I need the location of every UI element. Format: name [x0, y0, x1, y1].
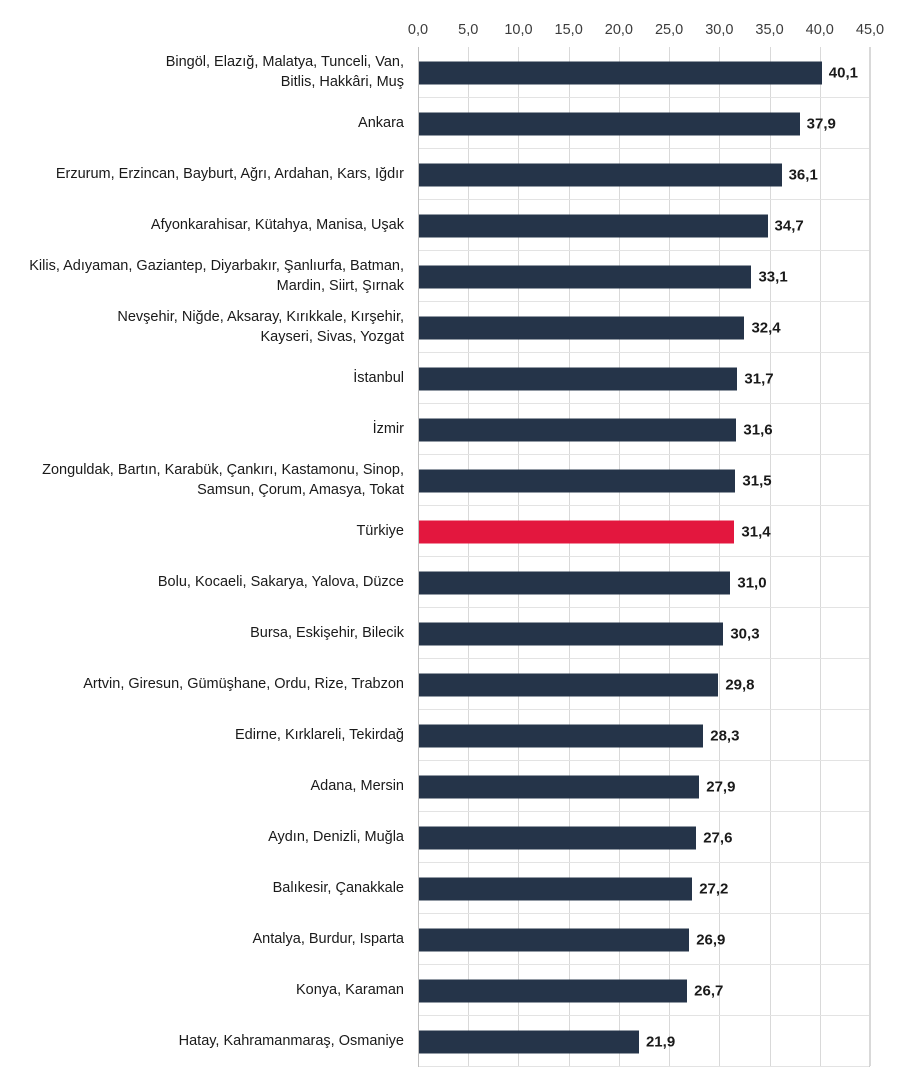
- bar: [419, 367, 737, 390]
- category-label: [0, 914, 412, 965]
- bar-value-label: 30,3: [730, 625, 760, 642]
- category-label-line: Bitlis, Hakkâri, Muş: [280, 73, 404, 90]
- category-label-line: Samsun, Çorum, Amasya, Tokat: [197, 481, 404, 498]
- category-label-line: Bursa, Eskişehir, Bilecik: [250, 624, 404, 641]
- bar-row: [419, 863, 869, 914]
- bar: [419, 61, 822, 84]
- category-label-line: Konya, Karaman: [295, 981, 404, 998]
- category-label-line: İstanbul: [353, 369, 404, 386]
- bar-row: [419, 914, 869, 965]
- bar: [419, 724, 703, 747]
- category-label-line: Zonguldak, Bartın, Karabük, Çankırı, Kastamonu, Sinop,: [42, 461, 404, 478]
- bar: [419, 877, 692, 900]
- category-label-line: Erzurum, Erzincan, Bayburt, Ağrı, Ardahan, Kars, Iğdır: [55, 165, 404, 182]
- bar-row: [419, 353, 869, 404]
- category-label-line: Türkiye: [356, 522, 404, 539]
- bar-row: [419, 812, 869, 863]
- bar-value-label: 26,9: [696, 931, 726, 948]
- category-label: [0, 659, 412, 710]
- bar: [419, 979, 687, 1002]
- bar-value-label: 29,8: [725, 676, 755, 693]
- bar-value-label: 32,4: [751, 319, 781, 336]
- category-label: [0, 455, 412, 506]
- x-axis-tick-label: 35,0: [755, 22, 784, 38]
- bar-row: [419, 251, 869, 302]
- category-label-line: Kayseri, Sivas, Yozgat: [260, 328, 404, 345]
- x-axis-tick-label: 20,0: [604, 22, 633, 38]
- bar-row: [419, 557, 869, 608]
- category-label-line: Kilis, Adıyaman, Gaziantep, Diyarbakır, Şanlıurfa, Batman,: [29, 257, 404, 274]
- bar: [419, 571, 730, 594]
- bar-rows: [419, 47, 869, 1066]
- x-axis-tick-label: 15,0: [554, 22, 583, 38]
- bar: [419, 520, 734, 543]
- x-axis-tick-labels: [407, 22, 885, 42]
- bar-value-label: 21,9: [645, 1033, 676, 1050]
- category-label: [0, 812, 412, 863]
- x-axis-tick-label: 0,0: [407, 22, 429, 38]
- bar-value-label: 31,4: [741, 523, 771, 540]
- bar: [419, 1030, 639, 1053]
- row-separator: [419, 1066, 869, 1067]
- bar-row: [419, 506, 869, 557]
- bar-row: [419, 965, 869, 1016]
- x-axis-tick-label: 25,0: [654, 22, 684, 38]
- category-label-line: Balıkesir, Çanakkale: [272, 879, 404, 896]
- x-axis-tick-label: 45,0: [855, 22, 885, 38]
- bar: [419, 418, 736, 441]
- category-label: [0, 404, 412, 455]
- category-label: [0, 149, 412, 200]
- category-label-line: Hatay, Kahramanmaraş, Osmaniye: [178, 1032, 404, 1049]
- gridline: [870, 47, 871, 1066]
- category-label-line: Mardin, Siirt, Şırnak: [276, 277, 404, 294]
- category-label-line: Ankara: [358, 114, 404, 131]
- bar-row: [419, 608, 869, 659]
- bar-value-label: 27,9: [706, 778, 736, 795]
- bar: [419, 469, 735, 492]
- category-label-line: Edirne, Kırklareli, Tekirdağ: [235, 726, 404, 743]
- bar-row: [419, 98, 869, 149]
- bar-value-label: 31,7: [744, 370, 774, 387]
- category-label-line: Bolu, Kocaeli, Sakarya, Yalova, Düzce: [157, 573, 404, 590]
- x-axis-tick-label: 5,0: [458, 22, 479, 38]
- bar-value-label: 28,3: [710, 727, 740, 744]
- bar: [419, 622, 723, 645]
- category-label: [0, 47, 412, 98]
- bar-value-label: 31,5: [742, 472, 772, 489]
- bar: [419, 673, 718, 696]
- category-label-line: Antalya, Burdur, Isparta: [252, 930, 404, 947]
- category-label: [0, 557, 412, 608]
- category-label-line: İzmir: [372, 420, 404, 437]
- bar-row: [419, 710, 869, 761]
- category-label: [0, 608, 412, 659]
- bar-value-label: 40,1: [828, 64, 858, 81]
- bar: [419, 214, 768, 237]
- bar-value-label: 27,2: [699, 880, 729, 897]
- category-label: [0, 302, 412, 353]
- bar-value-label: 31,6: [743, 421, 773, 438]
- bar-value-label: 31,0: [737, 574, 767, 591]
- x-axis-tick-label: 30,0: [705, 22, 734, 38]
- category-label-line: Aydın, Denizli, Muğla: [268, 828, 404, 845]
- bar-row: [419, 1016, 869, 1067]
- bar-value-label: 27,6: [703, 829, 733, 846]
- bar: [419, 928, 689, 951]
- bar-value-label: 37,9: [806, 115, 836, 132]
- bar: [419, 112, 800, 135]
- category-label-line: Artvin, Giresun, Gümüşhane, Ordu, Rize, Trabzon: [83, 675, 404, 692]
- category-label-line: Afyonkarahisar, Kütahya, Manisa, Uşak: [150, 216, 404, 233]
- plot-area: [418, 47, 870, 1067]
- category-label: [0, 200, 412, 251]
- category-label: [0, 353, 412, 404]
- bar: [419, 316, 744, 339]
- category-label: [0, 98, 412, 149]
- bar-row: [419, 149, 869, 200]
- category-label-line: Nevşehir, Niğde, Aksaray, Kırıkkale, Kırşehir,: [117, 308, 404, 325]
- bar-row: [419, 200, 869, 251]
- bar-row: [419, 47, 869, 98]
- x-axis-tick-label: 10,0: [504, 22, 533, 38]
- category-label-line: Bingöl, Elazığ, Malatya, Tunceli, Van,: [165, 53, 404, 70]
- bar: [419, 826, 696, 849]
- category-labels: [0, 47, 412, 1067]
- bar-row: [419, 455, 869, 506]
- bar-row: [419, 404, 869, 455]
- bar-row: [419, 761, 869, 812]
- bar-row: [419, 659, 869, 710]
- category-label: [0, 863, 412, 914]
- category-label: [0, 965, 412, 1016]
- category-label: [0, 251, 412, 302]
- bar-value-label: 34,7: [774, 217, 804, 234]
- category-label-line: Adana, Mersin: [310, 777, 404, 794]
- bar-value-label: 33,1: [758, 268, 788, 285]
- bar-row: [419, 302, 869, 353]
- bar: [419, 265, 751, 288]
- bar: [419, 775, 699, 798]
- bar-value-label: 36,1: [788, 166, 818, 183]
- x-axis-tick-label: 40,0: [805, 22, 834, 38]
- category-label: [0, 506, 412, 557]
- category-label: [0, 1016, 412, 1067]
- category-label: [0, 710, 412, 761]
- bar: [419, 163, 782, 186]
- category-label: [0, 761, 412, 812]
- bar-value-label: 26,7: [694, 982, 724, 999]
